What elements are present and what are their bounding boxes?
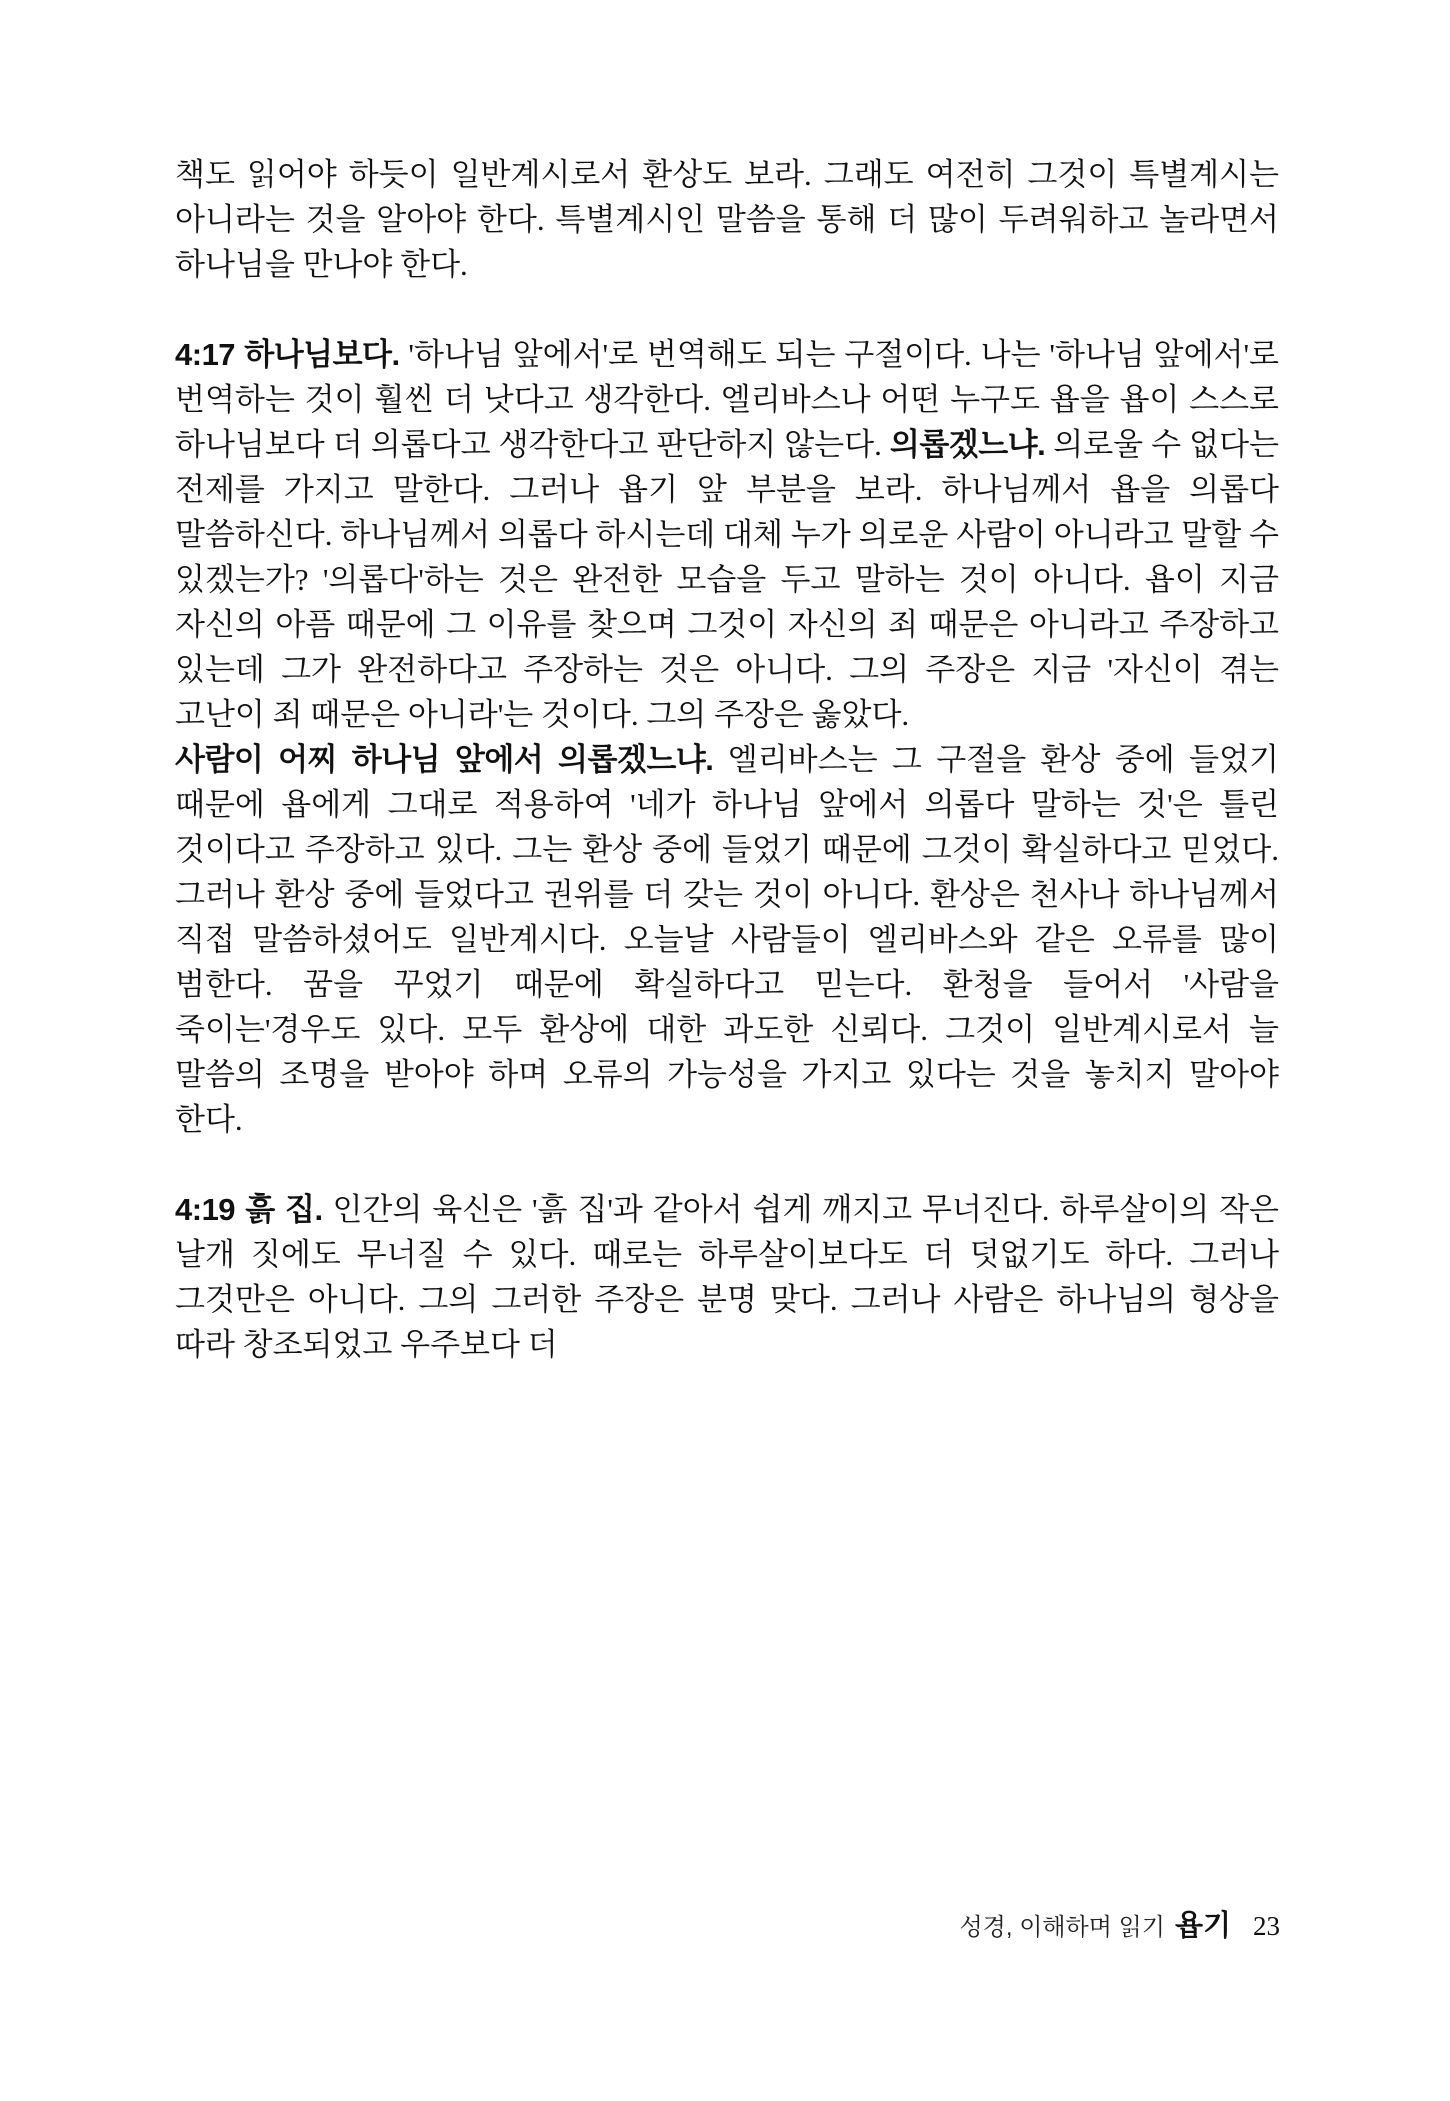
body-text: 엘리바스는 그 구절을 환상 중에 들었기 때문에 욥에게 그대로 적용하여 '네가 하나님 앞에서 의롭다 말하는 것'은 틀린 것이다고 주장하고 있다. 그는 환상 중에 들었기 때문에 그것이 확실하다고 믿었다. 그러나 환상 중에 들었다고 권위를 더 갖는 것이 아니다. 환상은 천사나 하나님께서 직접 말씀하셨어도 일반계시다. 오늘날 사람들이 엘리바스와 같은 오류를 많이 범한다. 꿈을 꾸었기 때문에 확실하다고 믿는다. 환청을 들어서 '사람을 죽이는'경우도 있다. 모두 환상에 대한 과도한 신뢰다. 그것이 일반계시로서 늘 말씀의 조명을 받아야 하며 오류의 가능성을 가지고 있다는 것을 놓치지 말아야 한다.	[175, 742, 1280, 1137]
text-block	[175, 152, 1279, 1367]
body-text: 책도 읽어야 하듯이 일반계시로서 환상도 보라. 그래도 여전히 그것이 특별계시는 아니라는 것을 알아야 한다. 특별계시인 말씀을 통해 더 많이 두려워하고 놀라면서 하나님을 만나야 한다.	[175, 157, 1279, 282]
body-text: 의로울 수 없다는 전제를 가지고 말한다. 그러나 욥기 앞 부분을 보라. 하나님께서 욥을 의롭다 말씀하신다. 하나님께서 의롭다 하시는데 대체 누가 의로운 사람이 아니라고 말할 수 있겠는가? '의롭다'하는 것은 완전한 모습을 두고 말하는 것이 아니다. 욥이 지금 자신의 아픔 때문에 그 이유를 찾으며 그것이 자신의 죄 때문은 아니라고 주장하고 있는데 그가 완전하다고 주장하는 것은 아니다. 그의 주장은 지금 '자신이 겪는 고난이 죄 때문은 아니라'는 것이다. 그의 주장은 옳았다.	[175, 427, 1279, 732]
inline-bold-quote: 사람이 어찌 하나님 앞에서 의롭겠느냐.	[175, 742, 714, 777]
body-text: 인간의 육신은 '흙 집'과 같아서 쉽게 깨지고 무너진다. 하루살이의 작은 날개 짓에도 무너질 수 있다. 때로는 하루살이보다도 더 덧없기도 하다. 그러나 그것만은 아니다. 그의 그러한 주장은 분명 맞다. 그러나 사람은 하나님의 형상을 따라 창조되었고 우주보다 더	[175, 1192, 1279, 1362]
paragraph-general-revelation	[175, 152, 1279, 287]
footer-book-title: 욥기	[1174, 1910, 1231, 1942]
paragraph-before-god	[175, 737, 1279, 1142]
body-text: '하나님 앞에서'로 번역해도 되는 구절이다. 나는 '하나님 앞에서'로 번역하는 것이 훨씬 더 낫다고 생각한다. 엘리바스나 어떤 누구도 욥을 욥이 스스로 하나님보다 더 의롭다고 생각한다고 판단하지 않는다.	[175, 337, 1279, 462]
paragraph-4-19	[175, 1187, 1279, 1367]
page-footer	[959, 1903, 1280, 1944]
verse-heading-4-19: 4:19 흙 집.	[175, 1192, 323, 1227]
verse-heading-4-17: 4:17 하나님보다.	[175, 337, 400, 372]
footer-series-title: 성경, 이해하며 읽기	[959, 1914, 1165, 1941]
page-number: 23	[1253, 1911, 1280, 1941]
inline-bold-keyword: 의롭겠느냐.	[889, 427, 1046, 462]
paragraph-4-17	[175, 332, 1279, 737]
